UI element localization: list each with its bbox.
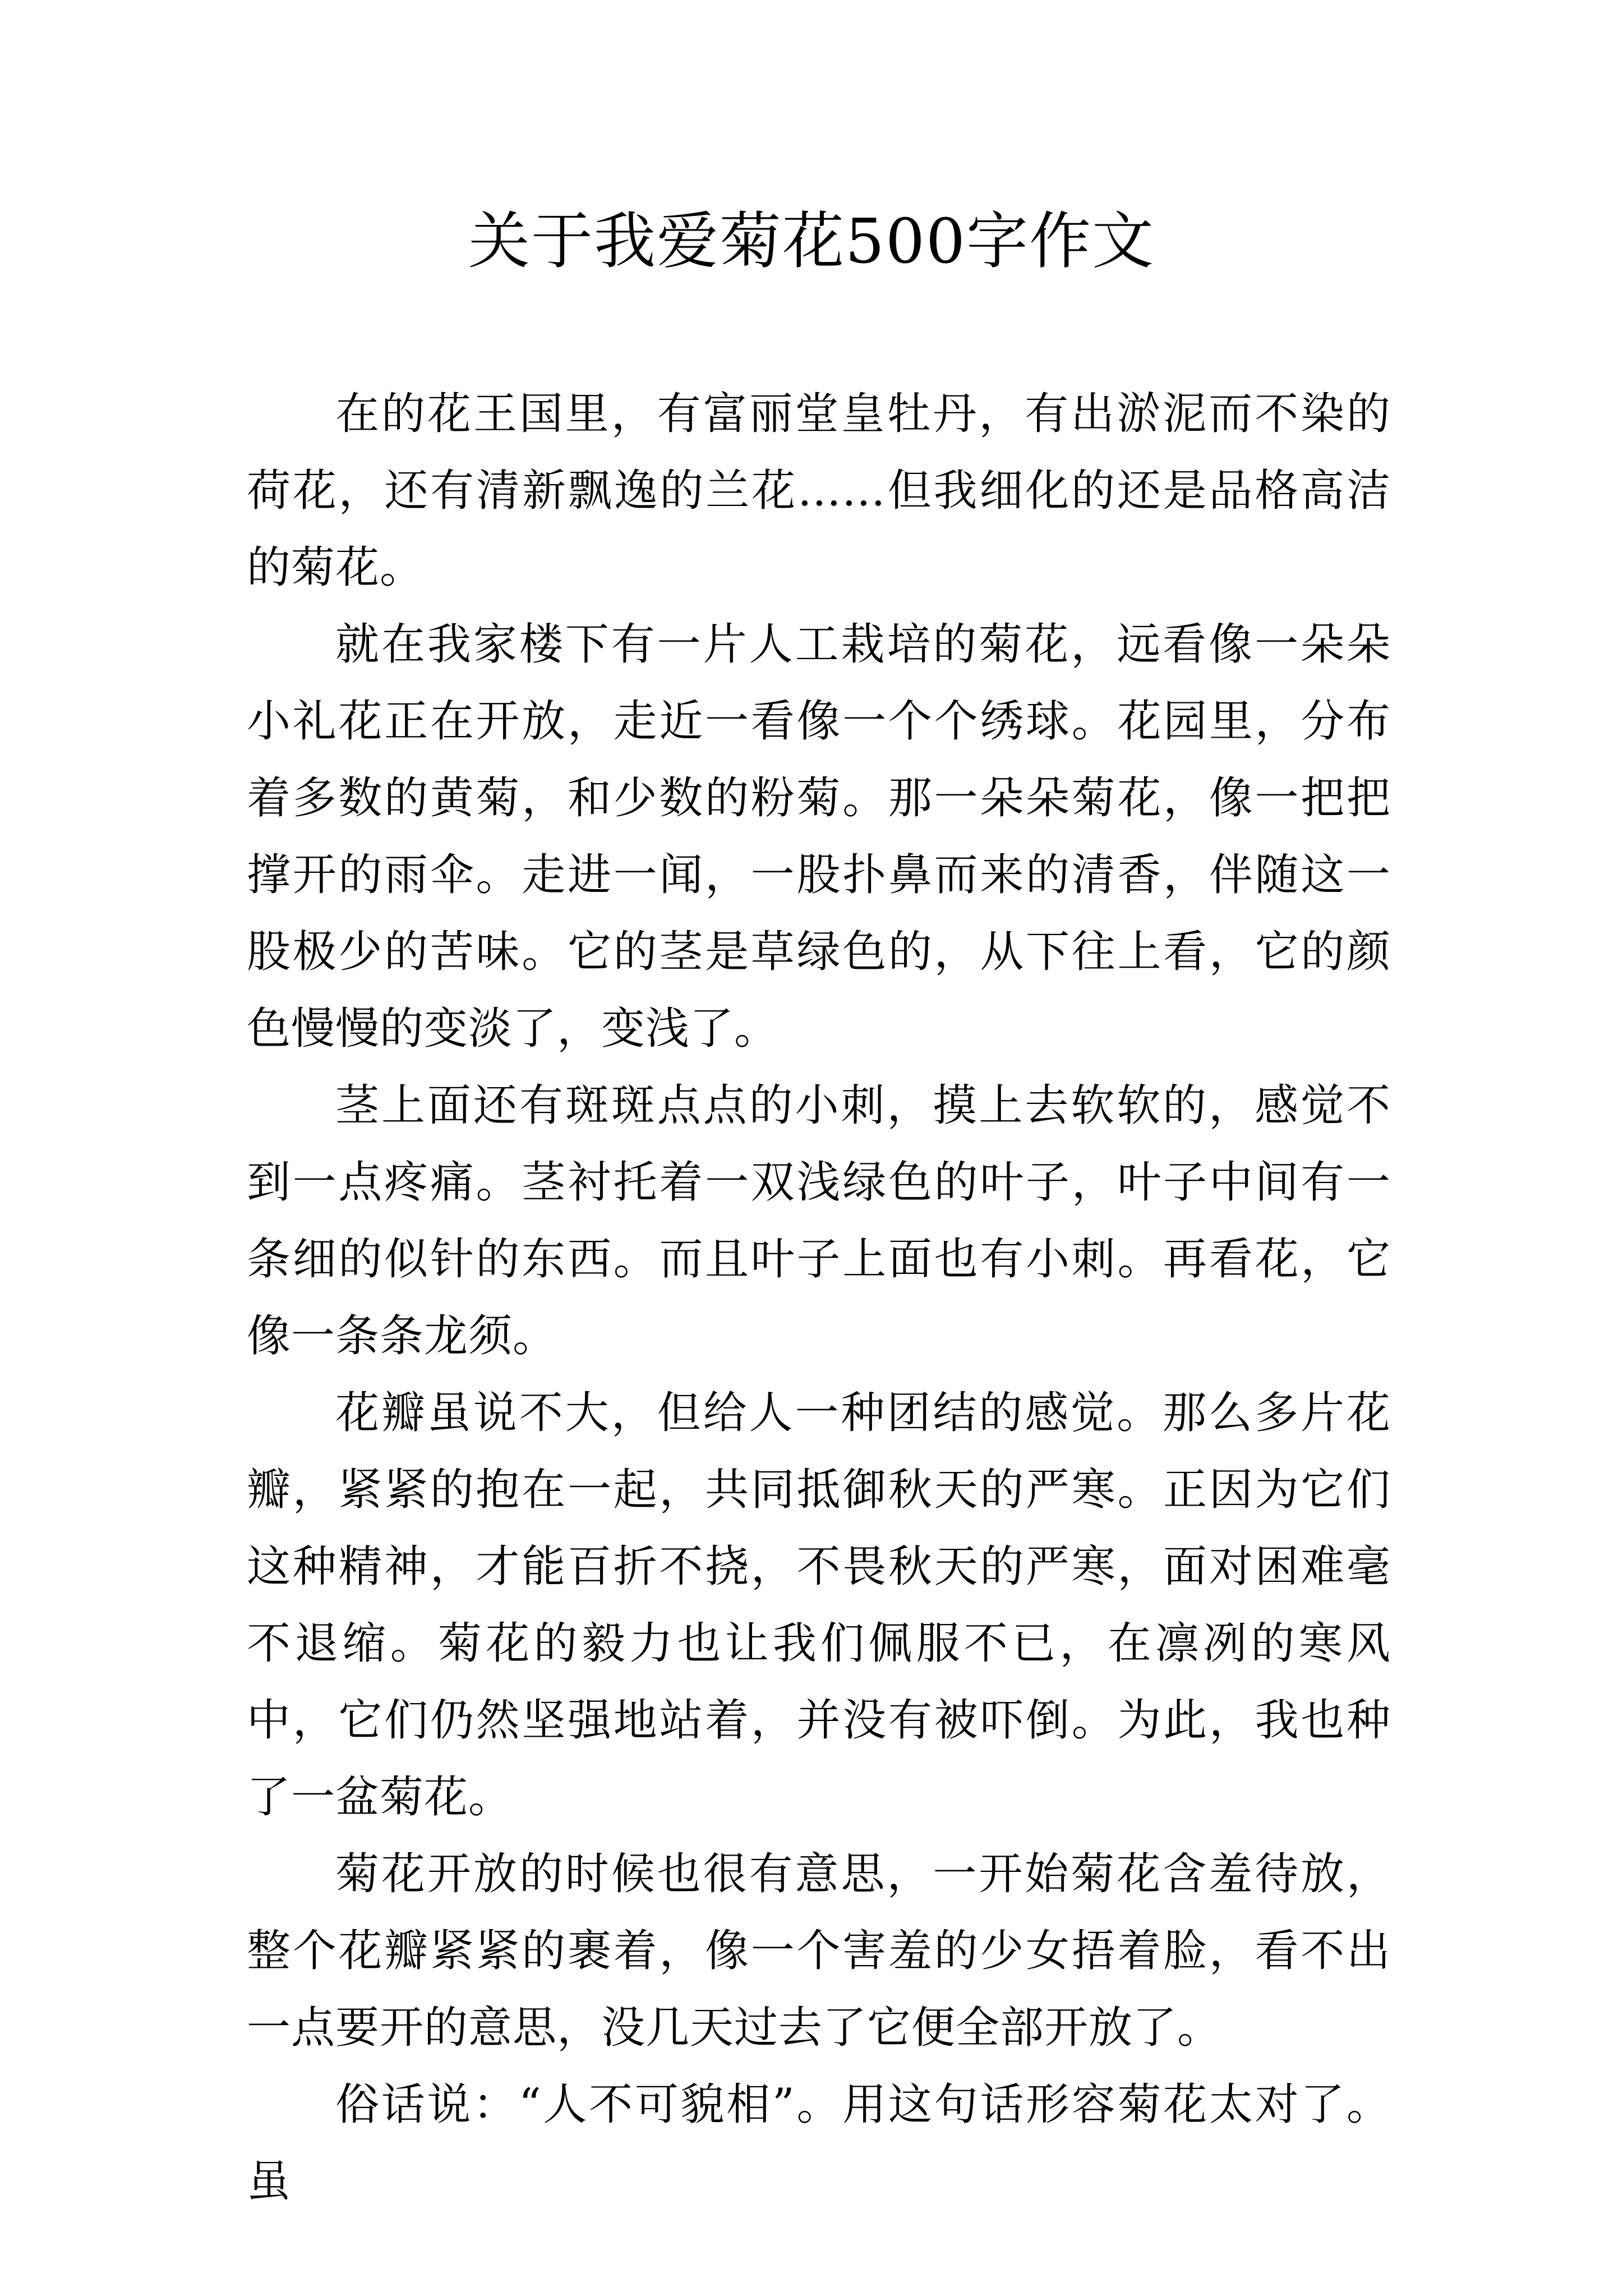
paragraph: 花瓣虽说不大，但给人一种团结的感觉。那么多片花瓣，紧紧的抱在一起，共同抵御秋天的严寒。正因为它们这种精神，才能百折不挠，不畏秋天的严寒，面对困难毫不退缩。菊花的毅力也让我们佩服不已，在凛冽的寒风中，它们仍然坚强地站着，并没有被吓倒。为此，我也种了一盆菊花。 [247,1388,1391,1823]
document-title: 关于我爱菊花500字作文 [468,205,1155,277]
paragraph: 在的花王国里，有富丽堂皇牡丹，有出淤泥而不染的荷花，还有清新飘逸的兰花……但我细化的还是品格高洁的菊花。 [247,389,1391,593]
paragraph: 茎上面还有斑斑点点的小刺，摸上去软软的，感觉不到一点疼痛。茎衬托着一双浅绿色的叶子，叶子中间有一条细的似针的东西。而且叶子上面也有小刺。再看花，它像一条条龙须。 [247,1080,1391,1361]
paragraph: 菊花开放的时候也很有意思，一开始菊花含羞待放，整个花瓣紧紧的裹着，像一个害羞的少女捂着脸，看不出一点要开的意思，没几天过去了它便全部开放了。 [247,1849,1391,2053]
paragraph: 俗话说：“人不可貌相”。用这句话形容菊花太对了。虽 [247,2079,1391,2207]
paragraph: 就在我家楼下有一片人工栽培的菊花，远看像一朵朵小礼花正在开放，走近一看像一个个绣球。花园里，分布着多数的黄菊，和少数的粉菊。那一朵朵菊花，像一把把撑开的雨伞。走进一闻，一股扑鼻而来的清香，伴随这一股极少的苦味。它的茎是草绿色的，从下往上看，它的颜色慢慢的变淡了，变浅了。 [247,619,1391,1054]
document-body [247,376,1391,2220]
